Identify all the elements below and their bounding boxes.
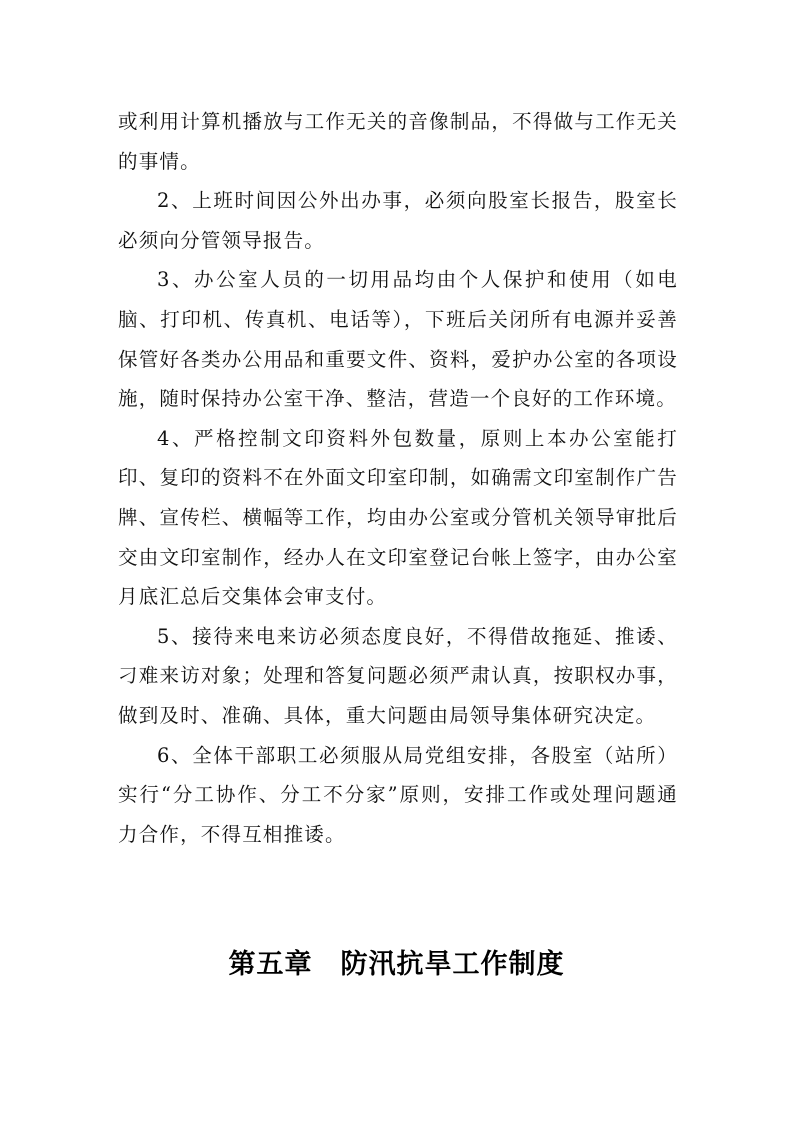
- paragraph-continuation: 或利用计算机播放与工作无关的音像制品，不得做与工作无关的事情。: [118, 110, 678, 173]
- paragraph-item-2: 2、上班时间因公外出办事，必须向股室长报告，股室长必须向分管领导报告。: [118, 189, 678, 252]
- paragraph-item-6: 6、全体干部职工必须服从局党组安排，各股室（站所）实行“分工协作、分工不分家”原则，安排工作或处理问题通力合作，不得互相推诿。: [118, 743, 678, 846]
- paragraph-item-4: 4、严格控制文印资料外包数量，原则上本办公室能打印、复印的资料不在外面文印室印制，如确需文印室制作广告牌、宣传栏、横幅等工作，均由办公室或分管机关领导审批后交由文印室制作，经办人在文印室登记台帐上签字，由办公室月底汇总后交集体会审支付。: [118, 426, 678, 609]
- chapter-title: 第五章 防汛抗旱工作制度: [228, 949, 565, 980]
- paragraph-item-5: 5、接待来电来访必须态度良好，不得借故拖延、推诿、刁难来访对象；处理和答复问题必须严肃认真，按职权办事，做到及时、准确、具体，重大问题由局领导集体研究决定。: [118, 624, 678, 727]
- document-body: [118, 102, 678, 854]
- paragraph-item-3: 3、办公室人员的一切用品均由个人保护和使用（如电脑、打印机、传真机、电话等），下班后关闭所有电源并妥善保管好各类办公用品和重要文件、资料，爱护办公室的各项设施，随时保持办公室干净、整洁，营造一个良好的工作环境。: [118, 268, 678, 411]
